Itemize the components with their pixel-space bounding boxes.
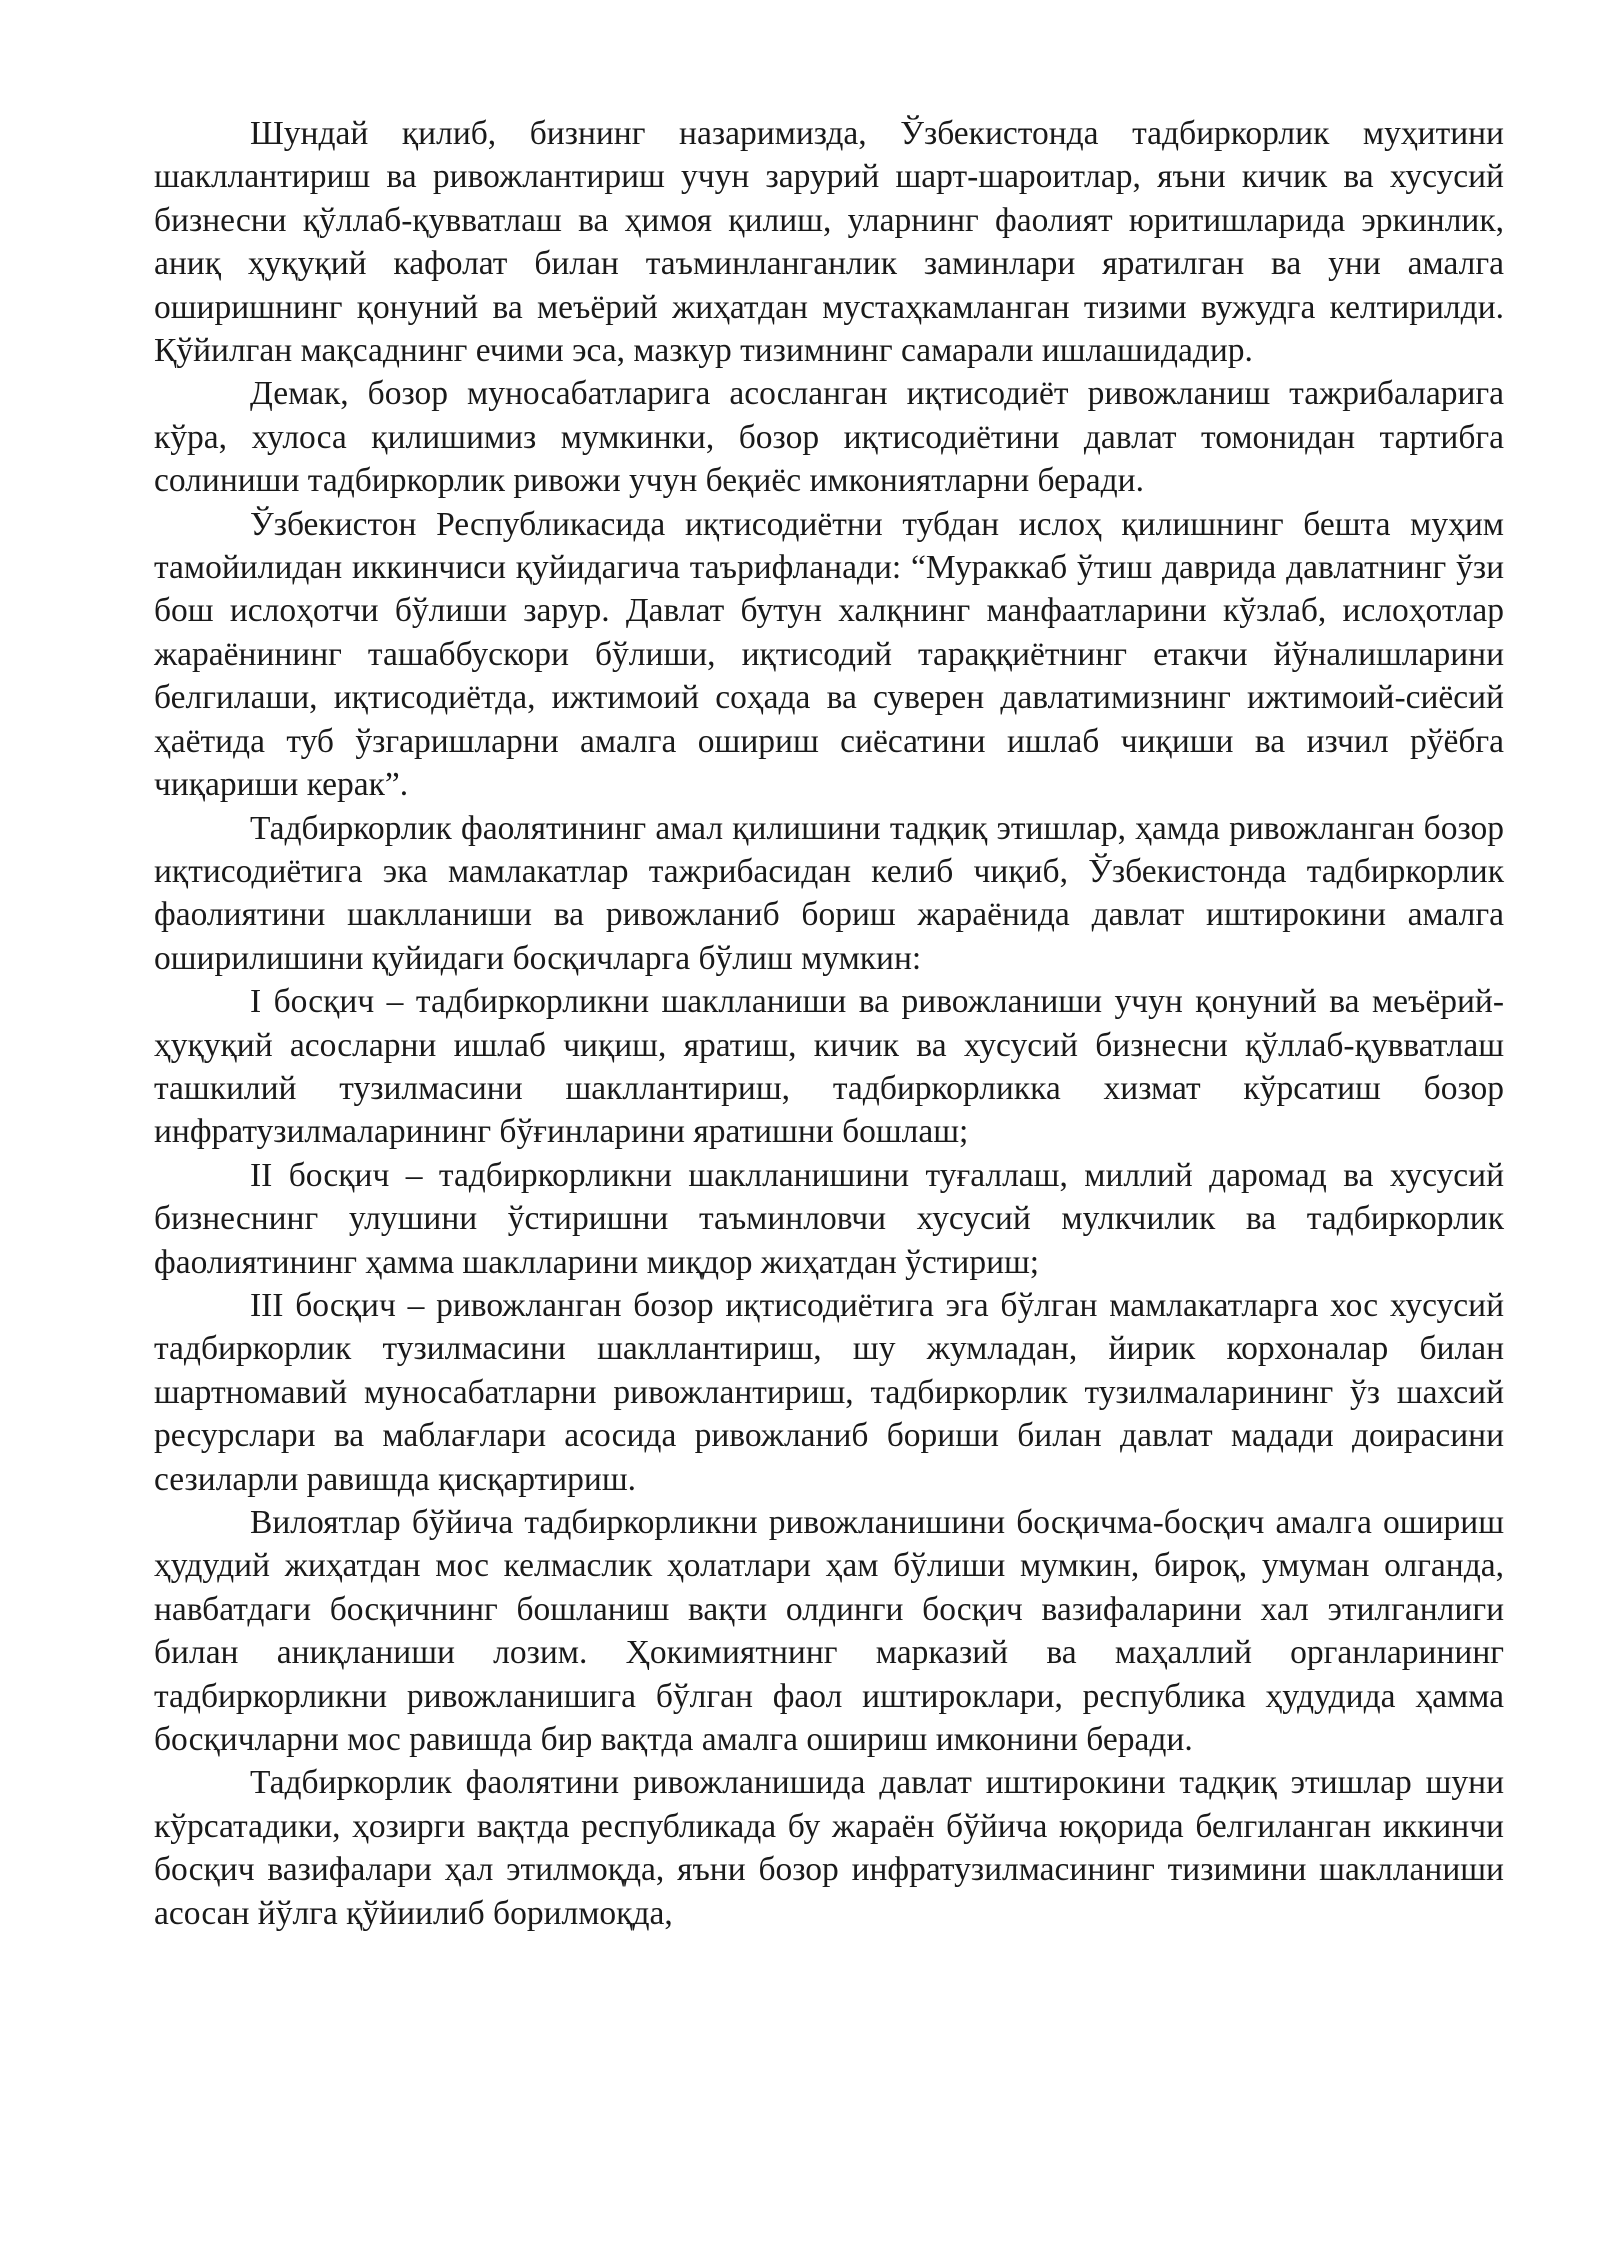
paragraph-4: Тадбиркорлик фаолятининг амал қилишини тадқиқ этишлар, ҳамда ривожланган бозор иқтисодиётига эка мамлакатлар тажрибасидан келиб чиқиб, Ўзбекистонда тадбиркорлик фаолиятини шаклланиши ва ривожланиб бориш жараёнида давлат иштирокини амалга оширилишини қуйидаги босқичларга бўлиш мумкин: (154, 809, 1504, 977)
document-page (154, 112, 1504, 1935)
paragraph-5-stage-1: I босқич – тадбиркорликни шаклланиши ва ривожланиши учун қонуний ва меъёрий-ҳуқуқий асосларни ишлаб чиқиш, яратиш, кичик ва хусусий бизнесни қўллаб-қувватлаш ташкилий тузилмасини шакллантириш, тадбиркорликка хизмат кўрсатиш бозор инфратузилмаларининг бўғинларини яратишни бошлаш; (154, 983, 1504, 1151)
paragraph-8: Вилоятлар бўйича тадбиркорликни ривожланишини босқичма-босқич амалга ошириш ҳудудий жиҳатдан мос келмаслик ҳолатлари ҳам бўлиши мумкин, бироқ, умуман олганда, навбатдаги босқичнинг бошланиш вақти олдинги босқич вазифаларини хал этилганлиги билан аниқланиши лозим. Ҳокимиятнинг марказий ва маҳаллий органларининг тадбиркорликни ривожланишига бўлган фаол иштироклари, республика ҳудудида ҳамма босқичларни мос равишда бир вақтда амалга ошириш имконини беради. (154, 1504, 1504, 1759)
paragraph-9: Тадбиркорлик фаолятини ривожланишида давлат иштирокини тадқиқ этишлар шуни кўрсатадики, ҳозирги вақтда республикада бу жараён бўйича юқорида белгиланган иккинчи босқич вазифалари ҳал этилмоқда, яъни бозор инфратузилмасининг тизимини шаклланиши асосан йўлга қўйиилиб борилмоқда, (154, 1764, 1504, 1932)
paragraph-1: Шундай қилиб, бизнинг назаримизда, Ўзбекистонда тадбиркорлик муҳитини шакллантириш ва ривожлантириш учун зарурий шарт-шароитлар, яъни кичик ва хусусий бизнесни қўллаб-қувватлаш ва ҳимоя қилиш, уларнинг фаолият юритишларида эркинлик, аниқ ҳуқуқий кафолат билан таъминланганлик заминлари яратилган ва уни амалга оширишнинг қонуний ва меъёрий жиҳатдан мустаҳкамланган тизими вужудга келтирилди. Қўйилган мақсаднинг ечими эса, мазкур тизимнинг самарали ишлашидадир. (154, 115, 1504, 370)
paragraph-7-stage-3: III босқич – ривожланган бозор иқтисодиётига эга бўлган мамлакатларга хос хусусий тадбиркорлик тузилмасини шакллантириш, шу жумладан, йирик корхоналар билан шартномавий муносабатларни ривожлантириш, тадбиркорлик тузилмаларининг ўз шахсий ресурслари ва маблағлари асосида ривожланиб бориши билан давлат мадади доирасини сезиларли равишда қисқартириш. (154, 1286, 1504, 1498)
paragraph-6-stage-2: II босқич – тадбиркорликни шаклланишини туғаллаш, миллий даромад ва хусусий бизнеснинг улушини ўстиришни таъминловчи хусусий мулкчилик ва тадбиркорлик фаолиятининг ҳамма шаклларини миқдор жиҳатдан ўстириш; (154, 1156, 1504, 1281)
paragraph-3: Ўзбекистон Республикасида иқтисодиётни тубдан ислоҳ қилишнинг бешта муҳим тамойилидан иккинчиси қуйидагича таърифланади: “Мураккаб ўтиш даврида давлатнинг ўзи бош ислоҳотчи бўлиши зарур. Давлат бутун халқнинг манфаатларини кўзлаб, ислоҳотлар жараёнининг ташаббускори бўлиши, иқтисодий тараққиётнинг етакчи йўналишларини белгилаши, иқтисодиётда, ижтимоий соҳада ва суверен давлатимизнинг ижтимоий-сиёсий ҳаётида туб ўзгаришларни амалга ошириш сиёсатини ишлаб чиқиши ва изчил рўёбга чиқариши керак”. (154, 505, 1504, 804)
paragraph-2: Демак, бозор муносабатларига асосланган иқтисодиёт ривожланиш тажрибаларига кўра, хулоса қилишимиз мумкинки, бозор иқтисодиётини давлат томонидан тартибга солиниши тадбиркорлик ривожи учун беқиёс имкониятларни беради. (154, 375, 1504, 500)
